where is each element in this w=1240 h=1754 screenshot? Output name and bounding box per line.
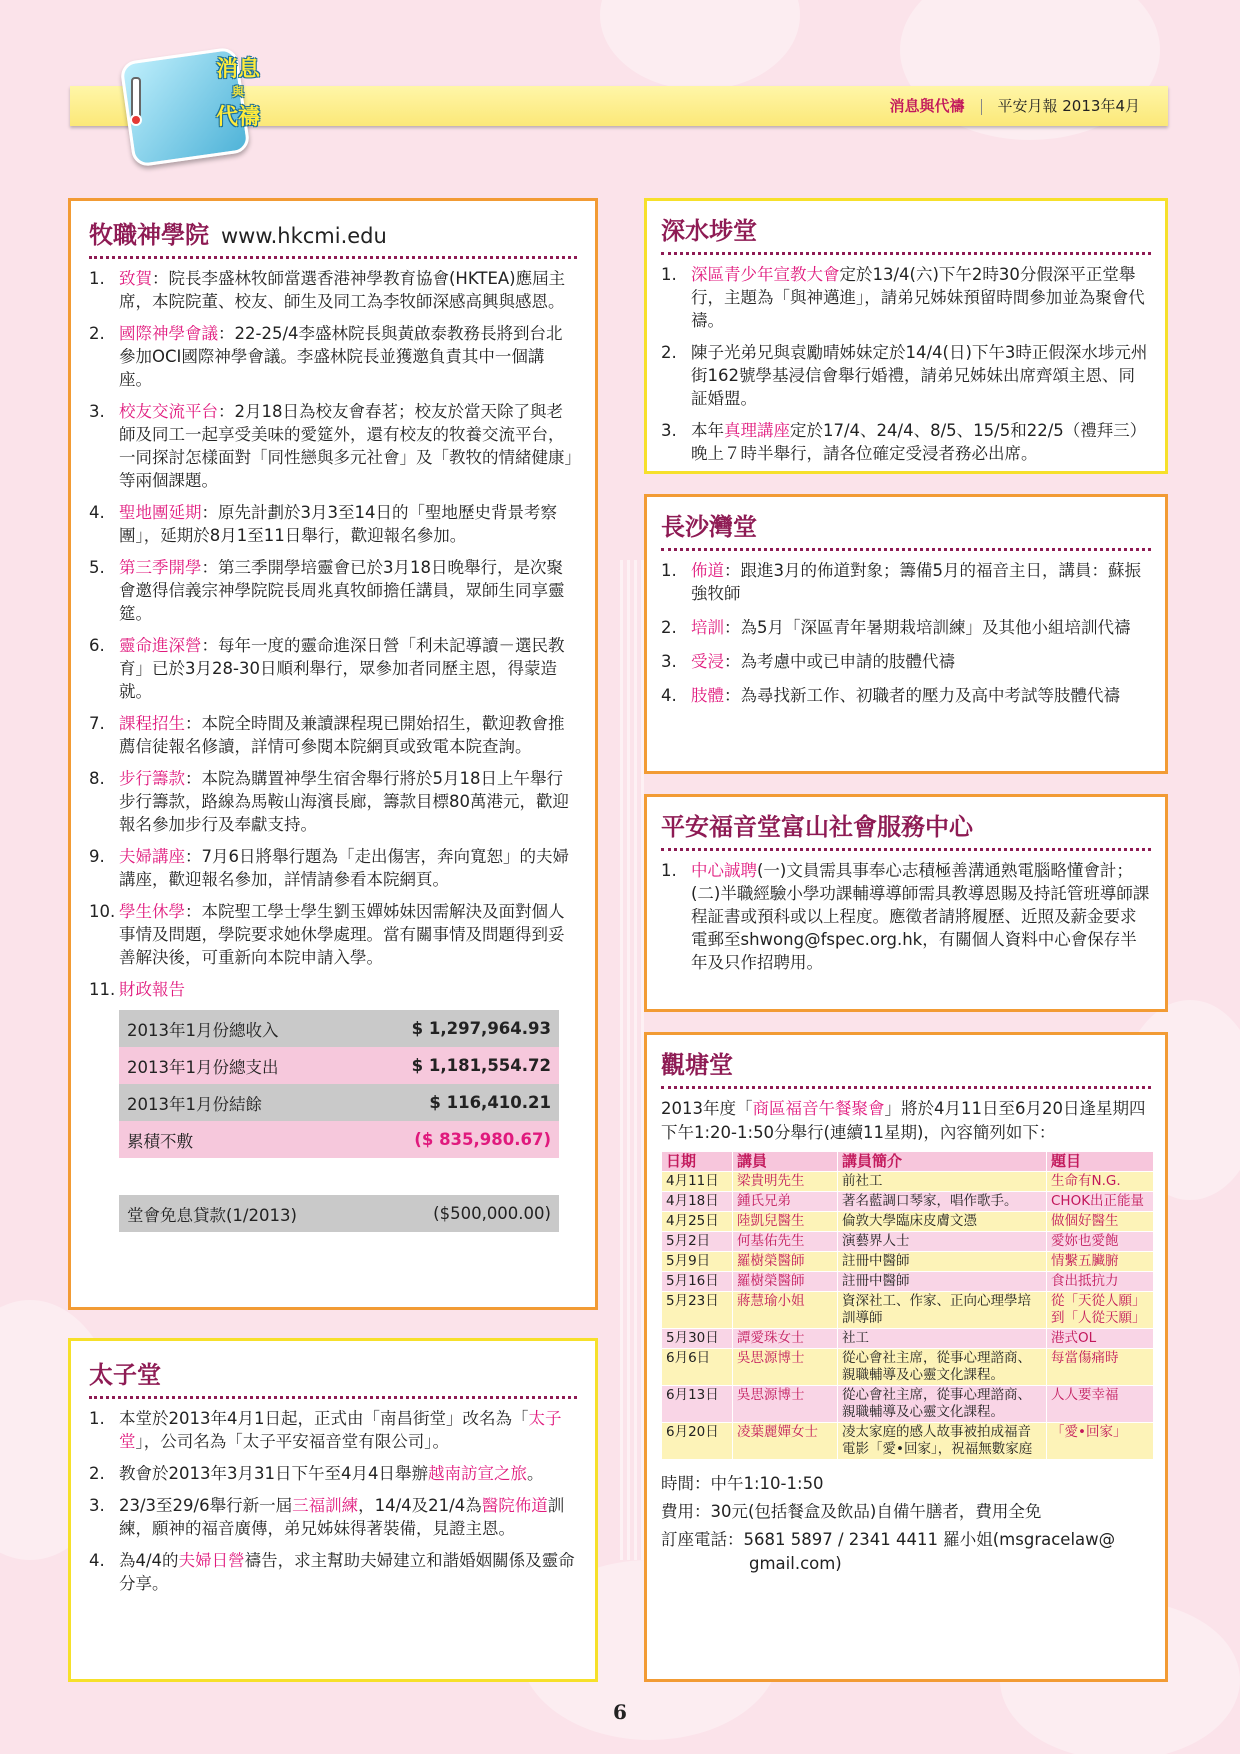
section-logo: [116, 46, 276, 166]
table-row: 5月9日 羅樹榮醫師 註冊中醫師 情繫五臟腑: [662, 1252, 1154, 1272]
table-row: 5月23日 蔣慧瑜小姐 資深社工、作家、正向心理學培訓導師 從「天從人願」到「人從天願」: [662, 1292, 1154, 1329]
fushan-title: 平安福音堂富山社會服務中心: [661, 813, 973, 841]
lunch-time: 時間：中午1:10-1:50: [661, 1474, 824, 1493]
seminary-box: [68, 198, 598, 1310]
table-row: 6月20日 凌葉麗嬋女士 凌太家庭的感人故事被拍成福音電影「愛•回家」，祝福無數家庭 「愛•回家」: [662, 1423, 1154, 1460]
kwuntong-intro: 2013年度「商區福音午餐聚會」將於4月11日至6月20日逢星期四下午1:20-1:50分舉行(連續11星期)，內容簡列如下：: [661, 1099, 1146, 1142]
list-item: 2. 培訓：為5月「深區青年暑期栽培訓練」及其他小組培訓代禱: [661, 618, 1131, 637]
pen-icon: [116, 76, 156, 126]
loan-row: 堂會免息貸款(1/2013) ($500,000.00): [119, 1195, 559, 1232]
booking-email[interactable]: gmail.com): [749, 1554, 842, 1573]
finance-table: [119, 1010, 559, 1232]
dotted-divider: [89, 1396, 577, 1399]
list-item: 1. 佈道：跟進3月的佈道對象；籌備5月的福音主日，講員：蘇振強牧師: [661, 561, 1141, 603]
booking-phone: 訂座電話：5681 5897 / 2341 4411 羅小姐(msgracelaw@: [661, 1530, 1116, 1549]
list-item: 1. 本堂於2013年4月1日起，正式由「南昌街堂」改名為「太子堂」，公司名為「太子平安福音堂有限公司」。: [89, 1409, 562, 1451]
list-item: 11. 財政報告: [89, 980, 185, 999]
list-item: 8. 步行籌款：本院為購置神學生宿舍舉行將於5月18日上午舉行步行籌款，路線為馬鞍山海濱長廊，籌款目標80萬港元，歡迎報名參加步行及奉獻支持。: [89, 769, 569, 834]
logo-text-3: 代禱: [216, 105, 261, 130]
list-item: 4. 聖地團延期：原先計劃於3月3至14日的「聖地歷史背景考察團」，延期於8月1至11日舉行，歡迎報名參加。: [89, 503, 557, 545]
cheungshawan-box: [644, 494, 1168, 774]
list-item: 2. 陳子光弟兄與袁勵晴姊妹定於14/4(日)下午3時正假深水埗元州街162號學基浸信會舉行婚禮，請弟兄姊妹出席齊頌主恩、同証婚盟。: [661, 343, 1148, 408]
table-row: 5月30日 譚愛珠女士 社工 港式OL: [662, 1329, 1154, 1349]
list-item: 3. 本年真理講座定於17/4、24/4、8/5、15/5和22/5（禮拜三）晚上７時半舉行，請各位確定受浸者務必出席。: [661, 421, 1147, 463]
table-header-row: 日期 講員 講員簡介 題目: [662, 1152, 1154, 1172]
logo-text-2: 與: [232, 85, 245, 99]
list-item: 4. 肢體：為尋找新工作、初職者的壓力及高中考試等肢體代禱: [661, 686, 1120, 705]
table-row: 4月11日 梁貴明先生 前社工 生命有N.G.: [662, 1172, 1154, 1192]
list-item: 1. 致賀：院長李盛林牧師當選香港神學教育協會(HKTEA)應屆主席，本院院董、校友、師生及同工為李牧師深感高興與感恩。: [89, 269, 566, 311]
seminary-title: 牧職神學院: [89, 221, 209, 249]
table-row: 2013年1月份總支出 $ 1,181,554.72: [119, 1047, 559, 1084]
list-item: 10. 學生休學：本院聖工學士學生劉玉嬋姊妹因需解決及面對個人事情及問題，學院要求她休學處理。當有關事情及問題得到妥善解決後，可重新向本院申請入學。: [89, 902, 565, 967]
list-item: 2. 教會於2013年3月31日下午至4月4日舉辦越南訪宣之旅。: [89, 1464, 544, 1483]
table-row: 6月13日 吳思源博士 從心會社主席，從事心理諮商、親職輔導及心靈文化課程。 人人要幸福: [662, 1386, 1154, 1423]
list-item: 4. 為4/4的夫婦日營禱告，求主幫助夫婦建立和諧婚姻關係及靈命分享。: [89, 1551, 575, 1593]
list-item: 1. 中心誠聘(一)文員需具事奉心志積極善溝通熟電腦略懂會計；(二)半職經驗小學功課輔導導師需具教導恩賜及持託管班導師課程証書或預科或以上程度。應徵者請將履歷、近照及薪金要求電郵至shwong@fspec.org.hk，有關個人資料中心會保存半年及只作招聘用。: [661, 861, 1150, 972]
issue-label: 平安月報 2013年4月: [997, 97, 1140, 115]
list-item: 1. 深區青少年宣教大會定於13/4(六)下午2時30分假深平正堂舉行，主題為「與神邁進」，請弟兄姊妹預留時間參加並為聚會代禱。: [661, 265, 1145, 330]
fushan-news-list: [661, 859, 1151, 974]
lunch-fee: 費用：30元(包括餐盒及飲品)自備午膳者，費用全免: [661, 1502, 1042, 1521]
section-name: 消息與代禱: [889, 97, 965, 115]
table-row: 累積不敷 ($ 835,980.67): [119, 1121, 559, 1158]
taizi-title: 太子堂: [89, 1361, 161, 1389]
table-row: 5月16日 羅樹榮醫師 註冊中醫師 食出抵抗力: [662, 1272, 1154, 1292]
cheungshawan-news-list: [661, 559, 1151, 707]
dotted-divider: [661, 548, 1151, 551]
table-row: 4月25日 陸凱兒醫生 倫敦大學臨床皮膚文憑 做個好醫生: [662, 1212, 1154, 1232]
dotted-divider: [661, 1086, 1151, 1089]
fushan-box: [644, 794, 1168, 1012]
table-row: 4月18日 鍾氏兄弟 著名藍調口琴家，唱作歌手。 CHOK出正能量: [662, 1192, 1154, 1212]
dotted-divider: [661, 252, 1151, 255]
list-item: 3. 23/3至29/6舉行新一屆三福訓練，14/4及21/4為醫院佈道訓練，願神的福音廣傳，弟兄姊妹得著裝備，見證主恩。: [89, 1496, 565, 1538]
table-row: 6月6日 吳思源博士 從心會社主席，從事心理諮商、親職輔導及心靈文化課程。 每當傷痛時: [662, 1349, 1154, 1386]
table-row: 5月2日 何基佑先生 演藝界人士 愛妳也愛飽: [662, 1232, 1154, 1252]
header-divider: [981, 99, 982, 115]
dotted-divider: [661, 848, 1151, 851]
list-item: 6. 靈命進深營：每年一度的靈命進深日營「利未記導讀－選民教育」已於3月28-30日順利舉行，眾參加者同歷主恩，得蒙造就。: [89, 636, 565, 701]
shamshuipo-title: 深水埗堂: [661, 217, 757, 245]
shamshuipo-news-list: [661, 263, 1151, 465]
table-row: 2013年1月份結餘 $ 116,410.21: [119, 1084, 559, 1121]
list-item: 9. 夫婦講座：7月6日將舉行題為「走出傷害，奔向寬恕」的夫婦講座，歡迎報名參加，詳情請參看本院網頁。: [89, 847, 569, 889]
dotted-divider: [89, 256, 577, 259]
schedule-table: [661, 1151, 1154, 1460]
taizi-news-list: [89, 1407, 577, 1595]
seminary-url[interactable]: www.hkcmi.edu: [221, 224, 387, 248]
page-number: 6: [613, 1700, 627, 1724]
table-row: 2013年1月份總收入 $ 1,297,964.93: [119, 1010, 559, 1047]
kwuntong-title: 觀塘堂: [661, 1051, 733, 1079]
kwuntong-box: [644, 1032, 1168, 1682]
seminary-news-list: [89, 267, 577, 1001]
list-item: 3. 受浸：為考慮中或已申請的肢體代禱: [661, 652, 955, 671]
taizi-box: [68, 1338, 598, 1682]
list-item: 7. 課程招生：本院全時間及兼讀課程現已開始招生，歡迎教會推薦信徒報名修讀，詳情可參閱本院網頁或致電本院查詢。: [89, 714, 565, 756]
list-item: 2. 國際神學會議：22-25/4李盛林院長與黃啟泰教務長將到台北參加OCI國際神學會議。李盛林院長並獲邀負責其中一個講座。: [89, 324, 563, 389]
cheungshawan-title: 長沙灣堂: [661, 513, 757, 541]
list-item: 3. 校友交流平台：2月18日為校友會春茗；校友於當天除了與老師及同工一起享受美味的愛筵外，還有校友的牧養交流平台，一同探討怎樣面對「同性戀與多元社會」及「教牧的情緒健康」等兩個課題。: [89, 402, 573, 490]
logo-text-1: 消息: [216, 57, 261, 82]
shamshuipo-box: [644, 198, 1168, 474]
list-item: 5. 第三季開學：第三季開學培靈會已於3月18日晚舉行，是次聚會邀得信義宗神學院院長周兆真牧師擔任講員，眾師生同享靈筵。: [89, 558, 565, 623]
